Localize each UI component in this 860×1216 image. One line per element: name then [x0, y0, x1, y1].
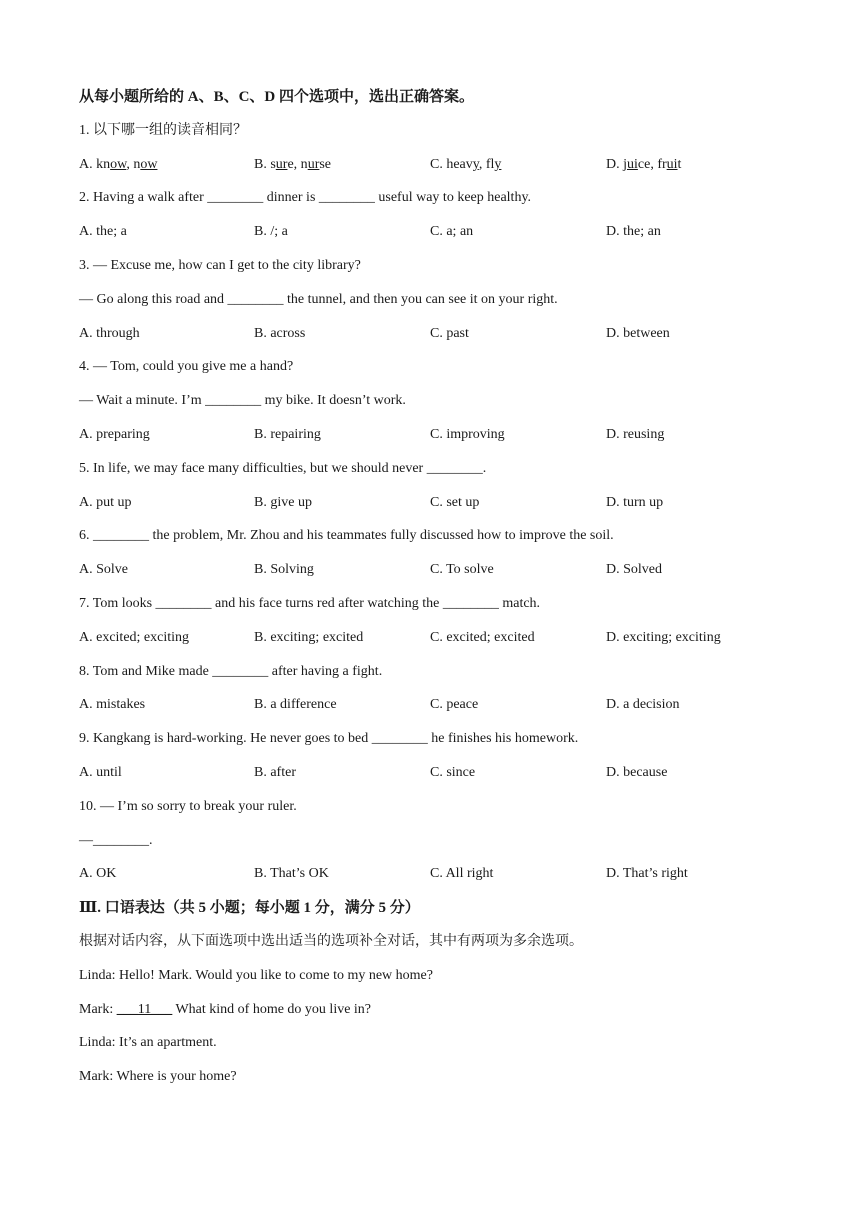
text-run: B. a difference	[254, 697, 337, 712]
text-run: A. mistakes	[79, 697, 146, 712]
options-row	[79, 426, 799, 444]
option-d	[606, 764, 667, 782]
question-stem: 2. Having a walk after ________ dinner is ________ useful way to keep healthy.	[79, 190, 532, 205]
option-b	[254, 696, 337, 714]
option-a	[79, 325, 140, 343]
text-run: A. until	[79, 765, 122, 780]
option-a	[79, 426, 150, 444]
dialogue-line	[79, 1034, 217, 1052]
options-row	[79, 494, 799, 512]
text-run: B. That’s OK	[254, 866, 329, 881]
text-run: D. Solved	[606, 562, 662, 577]
question-stem: 8. Tom and Mike made ________ after having a fight.	[79, 664, 383, 679]
option-a	[79, 696, 145, 714]
text-run: B. repairing	[254, 427, 321, 442]
underlined-text: ur	[307, 157, 320, 172]
dialogue-line	[79, 1068, 237, 1086]
options-row	[79, 325, 799, 343]
option-b	[254, 223, 288, 241]
text-run: D. exciting; exciting	[606, 630, 721, 645]
text-run: , n	[126, 157, 141, 172]
text-run: e, n	[287, 157, 308, 172]
underlined-text: ui	[666, 157, 678, 172]
option-a	[79, 494, 132, 512]
text-run: A. Solve	[79, 562, 128, 577]
underlined-text: ow	[140, 157, 158, 172]
text-run: A. through	[79, 326, 140, 341]
option-d	[606, 426, 664, 444]
text-run: A. OK	[79, 866, 117, 881]
dialogue-line	[79, 967, 433, 985]
option-a	[79, 561, 128, 579]
text-run: se	[319, 157, 332, 172]
question-stem: 9. Kangkang is hard-working. He never goes to bed ________ he finishes his homework.	[79, 731, 579, 746]
underlined-text: y	[494, 157, 502, 172]
section-instruction: 根据对话内容，从下面选项中选出适当的选项补全对话，其中有两项为多余选项。	[79, 934, 583, 949]
text-run: A. the; a	[79, 224, 127, 239]
option-d	[606, 696, 679, 714]
option-b	[254, 156, 331, 174]
option-c	[430, 764, 475, 782]
text-run: D. because	[606, 765, 668, 780]
option-c	[430, 629, 535, 647]
options-row	[79, 764, 799, 782]
options-row	[79, 629, 799, 647]
text-run: D. reusing	[606, 427, 665, 442]
option-d	[606, 494, 663, 512]
text-run: Linda: Hello! Mark. Would you like to come to my new home?	[79, 968, 433, 983]
option-a	[79, 156, 157, 174]
option-a	[79, 865, 116, 883]
question-stem: — Go along this road and ________ the tunnel, and then you can see it on your right.	[79, 292, 558, 307]
text-run: What kind of home do you live in?	[172, 1002, 372, 1017]
option-b	[254, 325, 305, 343]
option-a	[79, 629, 189, 647]
question-stem: 4. — Tom, could you give me a hand?	[79, 359, 294, 374]
question-stem: — Wait a minute. I’m ________ my bike. It doesn’t work.	[79, 393, 406, 408]
text-run: Linda: It’s an apartment.	[79, 1035, 217, 1050]
text-run: A. put up	[79, 495, 132, 510]
option-d	[606, 156, 681, 174]
option-d	[606, 561, 662, 579]
options-row	[79, 696, 799, 714]
text-run: C. heav	[430, 157, 473, 172]
option-b	[254, 764, 296, 782]
section-heading: Ⅲ. 口语表达（共 5 小题；每小题 1 分，满分 5 分）	[79, 900, 420, 916]
text-run: D. between	[606, 326, 670, 341]
question-stem: 5. In life, we may face many difficulties, but we should never ________.	[79, 461, 487, 476]
text-run: D. turn up	[606, 495, 664, 510]
text-run: B. Solving	[254, 562, 314, 577]
text-run: B. across	[254, 326, 306, 341]
options-row	[79, 223, 799, 241]
text-run: C. since	[430, 765, 476, 780]
option-c	[430, 561, 494, 579]
dialogue-line	[79, 1001, 371, 1019]
text-run: B. /; a	[254, 224, 288, 239]
text-run: A. preparing	[79, 427, 150, 442]
text-run: C. a; an	[430, 224, 474, 239]
text-run: D. That’s right	[606, 866, 688, 881]
text-run: Mark: Where is your home?	[79, 1069, 237, 1084]
question-stem: 7. Tom looks ________ and his face turns red after watching the ________ match.	[79, 596, 541, 611]
text-run: A. excited; exciting	[79, 630, 190, 645]
underlined-text: ur	[275, 157, 288, 172]
text-run: D. a decision	[606, 697, 680, 712]
text-run: Mark:	[79, 1002, 117, 1017]
option-d	[606, 325, 670, 343]
text-run: C. set up	[430, 495, 480, 510]
option-c	[430, 156, 501, 174]
question-stem: 3. — Excuse me, how can I get to the city library?	[79, 258, 361, 273]
question-stem: 10. — I’m so sorry to break your ruler.	[79, 799, 297, 814]
text-run: A. kn	[79, 157, 111, 172]
option-b	[254, 865, 329, 883]
text-run: B. exciting; excited	[254, 630, 364, 645]
text-run: C. improving	[430, 427, 505, 442]
option-c	[430, 865, 493, 883]
text-run: B. s	[254, 157, 276, 172]
question-stem: 6. ________ the problem, Mr. Zhou and his teammates fully discussed how to improve the soil.	[79, 528, 614, 543]
text-run: C. To solve	[430, 562, 494, 577]
option-d	[606, 865, 688, 883]
option-b	[254, 629, 363, 647]
option-c	[430, 494, 479, 512]
options-row	[79, 865, 799, 883]
option-c	[430, 426, 505, 444]
option-c	[430, 696, 478, 714]
text-run: B. after	[254, 765, 296, 780]
text-run: t	[677, 157, 682, 172]
option-d	[606, 629, 721, 647]
text-run: D. j	[606, 157, 627, 172]
option-d	[606, 223, 661, 241]
instruction-heading: 从每小题所给的 A、B、C、D 四个选项中，选出正确答案。	[79, 89, 475, 105]
text-run: C. All right	[430, 866, 494, 881]
option-b	[254, 561, 314, 579]
text-run: C. past	[430, 326, 469, 341]
option-a	[79, 223, 127, 241]
text-run: B. give up	[254, 495, 312, 510]
underlined-text: ui	[627, 157, 638, 172]
question-stem: —________.	[79, 833, 153, 848]
option-b	[254, 426, 321, 444]
options-row	[79, 156, 799, 174]
text-run: D. the; an	[606, 224, 661, 239]
text-run: , fl	[478, 157, 495, 172]
text-run: C. peace	[430, 697, 479, 712]
underlined-text: ow	[110, 157, 127, 172]
option-a	[79, 764, 122, 782]
option-c	[430, 325, 469, 343]
option-c	[430, 223, 473, 241]
option-b	[254, 494, 312, 512]
text-run: ce, fr	[637, 157, 667, 172]
underlined-text: ___11___	[116, 1002, 173, 1017]
options-row	[79, 561, 799, 579]
text-run: C. excited; excited	[430, 630, 535, 645]
underlined-text: y	[472, 157, 479, 172]
question-stem: 1. 以下哪一组的读音相同？	[79, 123, 247, 138]
